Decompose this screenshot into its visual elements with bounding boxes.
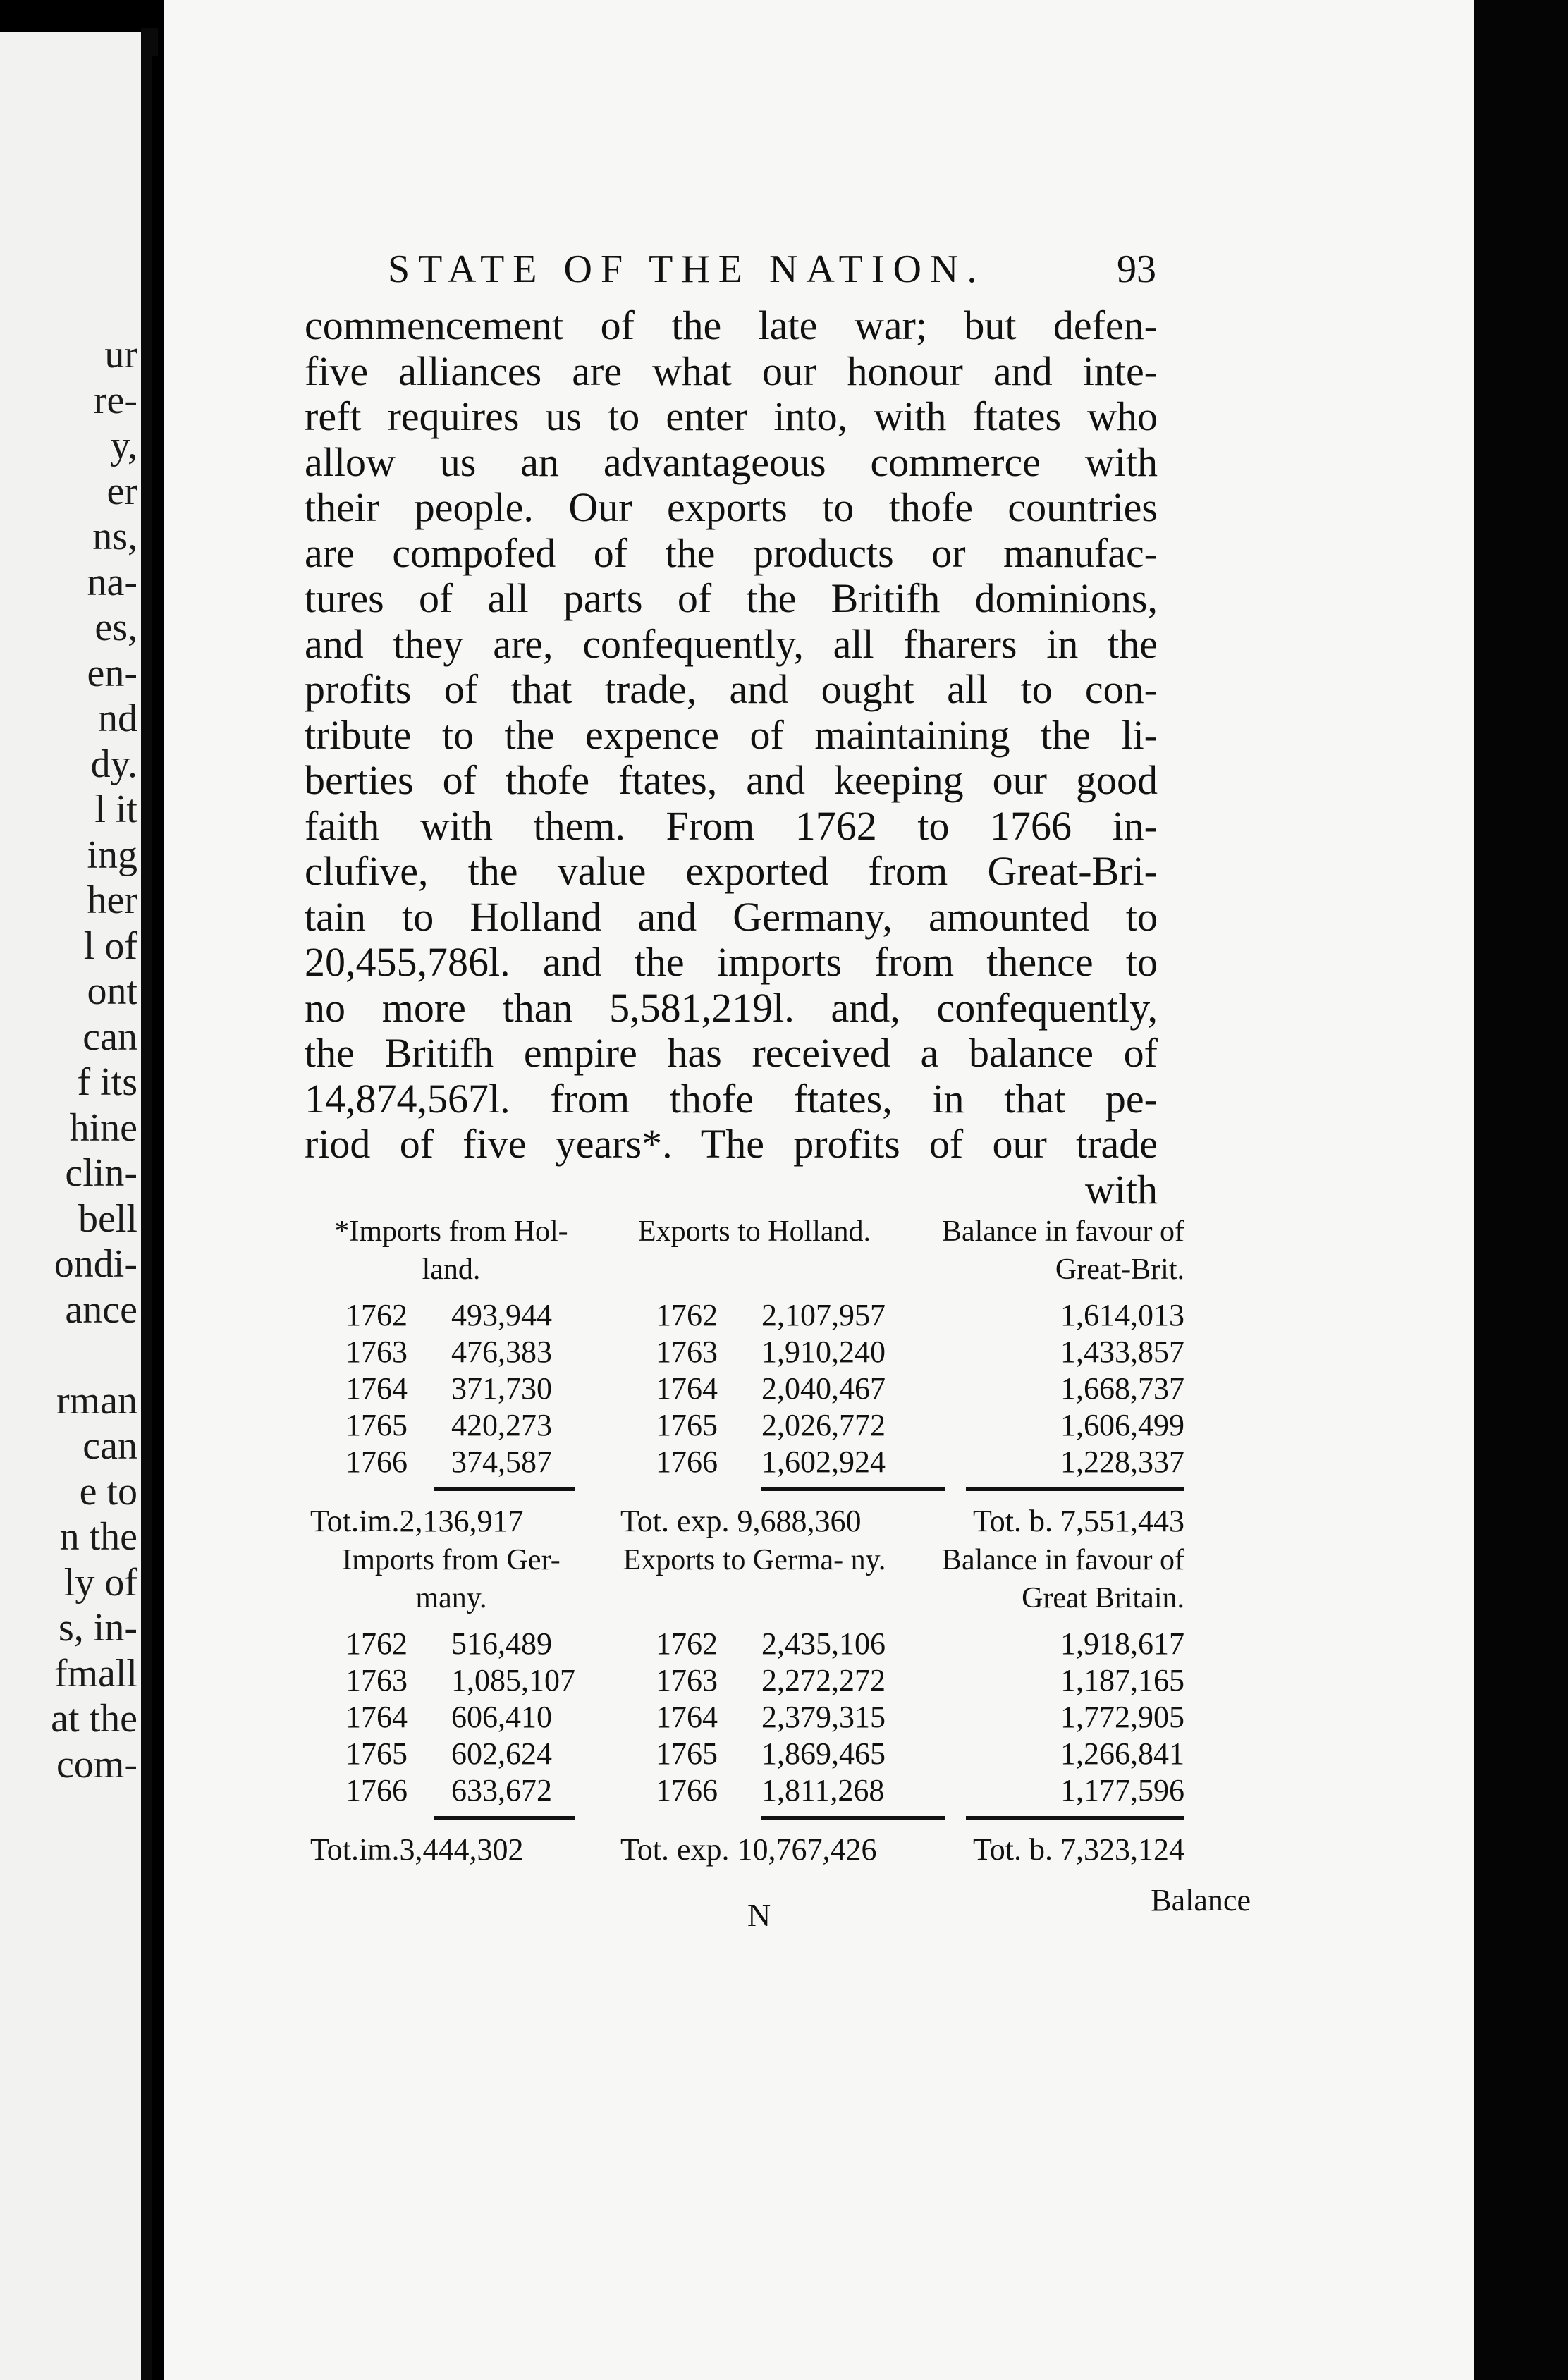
facing-page-fragment: nd bbox=[98, 697, 137, 740]
text-line: with bbox=[1084, 1166, 1158, 1213]
facing-page-fragment: fmall bbox=[54, 1651, 137, 1695]
text-line: the Britifh empire has received a balance of bbox=[305, 1030, 1158, 1076]
facing-page-fragment: re- bbox=[93, 378, 137, 422]
text-line: commencement of the late war; but defen- bbox=[305, 302, 1158, 348]
text-line: reft requires us to enter into, with ftates who bbox=[305, 393, 1158, 439]
import-year: 1766 bbox=[345, 1773, 408, 1808]
facing-page-fragment: e to bbox=[79, 1469, 137, 1514]
table-row bbox=[310, 1370, 1184, 1407]
total-imports: Tot.im.2,136,917 bbox=[310, 1504, 524, 1538]
facing-page-fragment: en- bbox=[87, 651, 137, 695]
facing-page bbox=[0, 32, 141, 2380]
export-value: 1,602,924 bbox=[761, 1444, 886, 1479]
exports-heading: Exports to Holland. bbox=[637, 1215, 871, 1248]
signature-mark: N bbox=[747, 1897, 771, 1933]
export-value: 1,910,240 bbox=[761, 1335, 886, 1369]
text-line: and they are, confequently, all fharers in the bbox=[305, 620, 1158, 667]
import-value: 602,624 bbox=[451, 1736, 552, 1771]
import-year: 1763 bbox=[345, 1663, 408, 1698]
export-year: 1765 bbox=[656, 1408, 718, 1442]
text-line: tribute to the expence of maintaining the li- bbox=[305, 711, 1158, 758]
export-value: 2,040,467 bbox=[761, 1371, 886, 1406]
total-exports: Tot. exp. 9,688,360 bbox=[620, 1504, 862, 1538]
export-value: 1,811,268 bbox=[761, 1773, 885, 1808]
import-value: 476,383 bbox=[451, 1335, 552, 1369]
balance-value: 1,266,841 bbox=[1060, 1736, 1184, 1771]
export-year: 1762 bbox=[656, 1626, 718, 1661]
text-line: five alliances are what our honour and inte- bbox=[305, 348, 1158, 394]
total-exports: Tot. exp. 10,767,426 bbox=[620, 1832, 877, 1867]
text-line: profits of that trade, and ought all to con- bbox=[305, 666, 1158, 712]
table-row bbox=[310, 1699, 1184, 1736]
facing-page-fragment: ondi- bbox=[54, 1242, 137, 1286]
import-year: 1766 bbox=[345, 1444, 408, 1479]
facing-page-fragment: dy. bbox=[90, 742, 137, 786]
total-rules bbox=[310, 1480, 1184, 1502]
import-year: 1764 bbox=[345, 1700, 408, 1734]
text-line: berties of thofe ftates, and keeping our good bbox=[305, 757, 1158, 803]
table-row bbox=[310, 1444, 1184, 1480]
table-row bbox=[310, 1626, 1184, 1662]
facing-page-fragment: ance bbox=[65, 1287, 137, 1332]
export-year: 1766 bbox=[656, 1444, 718, 1479]
text-line: no more than 5,581,219l. and, confequently, bbox=[305, 984, 1158, 1031]
export-year: 1762 bbox=[656, 1298, 718, 1332]
facing-page-fragment: er bbox=[106, 469, 137, 513]
imports-heading: *Imports from Hol- land. bbox=[334, 1215, 568, 1286]
balance-value: 1,668,737 bbox=[1060, 1371, 1184, 1406]
germany-rows bbox=[310, 1626, 1184, 1809]
balance-value: 1,772,905 bbox=[1060, 1700, 1184, 1734]
facing-page-fragment: rman bbox=[56, 1378, 137, 1423]
export-year: 1765 bbox=[656, 1736, 718, 1771]
facing-page-fragment: n the bbox=[59, 1515, 137, 1559]
export-value: 2,107,957 bbox=[761, 1298, 886, 1332]
facing-page-fragment: ly of bbox=[63, 1560, 137, 1605]
text-line: 14,874,567l. from thofe ftates, in that pe- bbox=[305, 1075, 1158, 1122]
import-value: 516,489 bbox=[451, 1626, 552, 1661]
footnote-tables bbox=[310, 1213, 1184, 1870]
facing-page-fragment: her bbox=[87, 878, 137, 922]
facing-page-fragment: clin- bbox=[65, 1151, 137, 1195]
facing-page-fragment: na- bbox=[87, 560, 137, 604]
facing-page-fragment: at the bbox=[51, 1697, 137, 1741]
facing-page-fragment: l of bbox=[83, 924, 137, 968]
catchword: Balance bbox=[1151, 1883, 1251, 1918]
import-value: 371,730 bbox=[451, 1371, 552, 1406]
text-line: their people. Our exports to thofe countries bbox=[305, 484, 1158, 530]
text-line: clufive, the value exported from Great-Bri- bbox=[305, 848, 1158, 894]
import-value: 633,672 bbox=[451, 1773, 552, 1808]
holland-table bbox=[310, 1213, 1184, 1541]
text-line: 20,455,786l. and the imports from thence to bbox=[305, 939, 1158, 985]
import-year: 1764 bbox=[345, 1371, 408, 1406]
facing-page-fragment: can bbox=[82, 1424, 137, 1468]
facing-page-fragment: com- bbox=[56, 1742, 137, 1786]
body-text bbox=[305, 303, 1158, 1213]
facing-page-fragment: y, bbox=[110, 424, 137, 467]
export-value: 2,272,272 bbox=[761, 1663, 886, 1698]
balance-value: 1,614,013 bbox=[1060, 1298, 1184, 1332]
holland-table-header bbox=[310, 1213, 1184, 1297]
export-year: 1766 bbox=[656, 1773, 718, 1808]
facing-page-fragment: can bbox=[82, 1014, 137, 1059]
export-year: 1764 bbox=[656, 1700, 718, 1734]
table-row bbox=[310, 1662, 1184, 1699]
balance-heading: Balance in favour of Great-Brit. bbox=[941, 1215, 1184, 1286]
import-value: 1,085,107 bbox=[451, 1663, 575, 1698]
facing-page-fragment: ing bbox=[87, 833, 137, 877]
total-balance: Tot. b. 7,323,124 bbox=[972, 1832, 1184, 1867]
export-value: 2,026,772 bbox=[761, 1408, 886, 1442]
import-year: 1765 bbox=[345, 1736, 408, 1771]
table-row bbox=[310, 1407, 1184, 1444]
text-line: riod of five years*. The profits of our trade bbox=[305, 1121, 1158, 1167]
facing-page-fragment: ont bbox=[87, 969, 137, 1013]
table-row bbox=[310, 1334, 1184, 1370]
gutter-line bbox=[152, 56, 158, 2380]
germany-table-header bbox=[310, 1541, 1184, 1626]
facing-page-fragment: bell bbox=[78, 1196, 137, 1241]
facing-page-fragment: f its bbox=[77, 1060, 137, 1104]
balance-heading: Balance in favour of Great Britain. bbox=[941, 1544, 1184, 1614]
balance-value: 1,433,857 bbox=[1060, 1335, 1184, 1369]
import-year: 1762 bbox=[345, 1298, 408, 1332]
total-imports: Tot.im.3,444,302 bbox=[310, 1832, 524, 1867]
imports-heading: Imports from Ger- many. bbox=[342, 1544, 561, 1614]
balance-value: 1,918,617 bbox=[1060, 1626, 1184, 1661]
facing-page-fragment: es, bbox=[94, 606, 137, 649]
export-year: 1763 bbox=[656, 1663, 718, 1698]
page-header bbox=[226, 240, 1156, 303]
page-number: 93 bbox=[1117, 247, 1156, 291]
text-line: are compofed of the products or manufac- bbox=[305, 529, 1158, 576]
import-value: 374,587 bbox=[451, 1444, 552, 1479]
facing-page-fragment: l it bbox=[94, 787, 137, 831]
export-year: 1764 bbox=[656, 1371, 718, 1406]
table-row bbox=[310, 1772, 1184, 1809]
table-row bbox=[310, 1297, 1184, 1334]
germany-table bbox=[310, 1541, 1184, 1870]
total-rules bbox=[310, 1809, 1184, 1830]
page-edge bbox=[1474, 0, 1568, 2380]
balance-value: 1,187,165 bbox=[1060, 1663, 1184, 1698]
text-line: tures of all parts of the Britifh dominions, bbox=[305, 575, 1158, 621]
text-line: allow us an advantageous commerce with bbox=[305, 438, 1158, 485]
text-line: faith with them. From 1762 to 1766 in- bbox=[305, 802, 1158, 849]
exports-heading: Exports to Germa- ny. bbox=[623, 1544, 886, 1576]
import-value: 420,273 bbox=[451, 1408, 552, 1442]
balance-value: 1,228,337 bbox=[1060, 1444, 1184, 1479]
facing-page-fragment: ns, bbox=[92, 515, 137, 558]
germany-totals bbox=[310, 1830, 1184, 1870]
table-row bbox=[310, 1736, 1184, 1772]
balance-value: 1,606,499 bbox=[1060, 1408, 1184, 1442]
export-value: 1,869,465 bbox=[761, 1736, 886, 1771]
import-year: 1765 bbox=[345, 1408, 408, 1442]
holland-totals bbox=[310, 1502, 1184, 1541]
import-year: 1762 bbox=[345, 1626, 408, 1661]
import-year: 1763 bbox=[345, 1335, 408, 1369]
facing-page-fragment: s, in- bbox=[59, 1606, 137, 1650]
import-value: 493,944 bbox=[451, 1298, 552, 1332]
facing-page-fragment: hine bbox=[69, 1105, 137, 1150]
export-value: 2,379,315 bbox=[761, 1700, 886, 1734]
export-value: 2,435,106 bbox=[761, 1626, 886, 1661]
facing-page-fragment: ur bbox=[104, 333, 137, 376]
holland-rows bbox=[310, 1297, 1184, 1480]
balance-value: 1,177,596 bbox=[1060, 1773, 1184, 1808]
export-year: 1763 bbox=[656, 1335, 718, 1369]
import-value: 606,410 bbox=[451, 1700, 552, 1734]
running-title: STATE OF THE NATION. bbox=[388, 247, 986, 291]
text-line: tain to Holland and Germany, amounted to bbox=[305, 893, 1158, 940]
total-balance: Tot. b. 7,551,443 bbox=[972, 1504, 1184, 1538]
